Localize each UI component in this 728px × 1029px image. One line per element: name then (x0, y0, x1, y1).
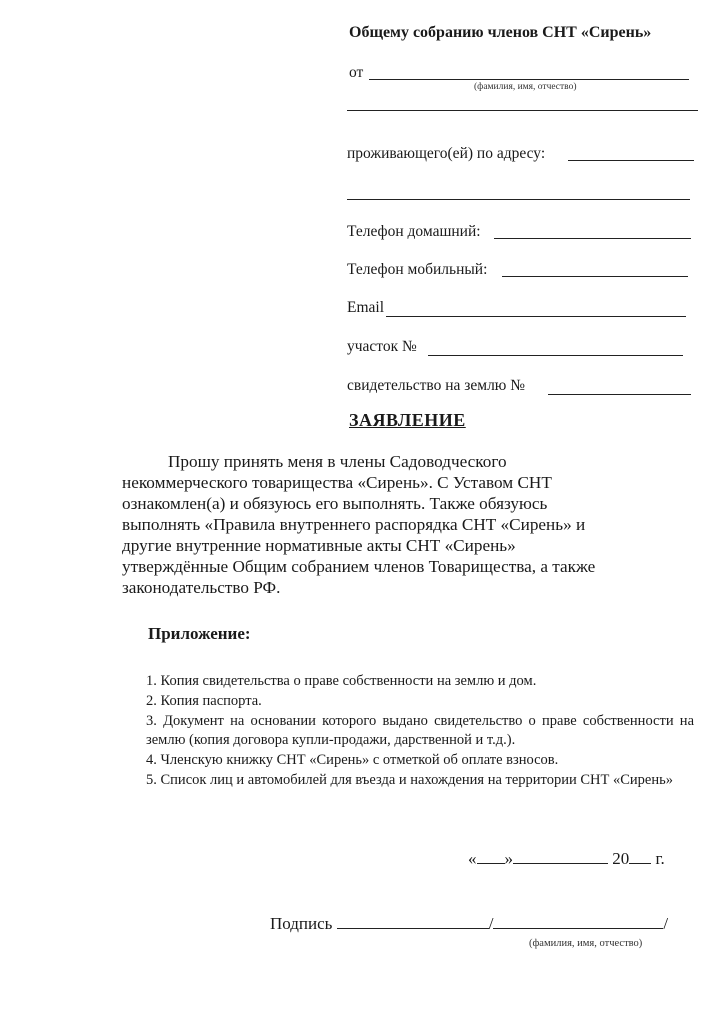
signature-name-field[interactable] (493, 928, 663, 929)
list-item: 2. Копия паспорта. (146, 693, 262, 709)
address-field-line-2[interactable] (347, 199, 690, 200)
list-item: 3. Документ на основании которого выдано свидетельство о праве собственности на землю (копия договора купли-продажи, дарственной и т.д.). (146, 713, 695, 748)
month-field[interactable] (513, 863, 608, 864)
list-item: 5. Список лиц и автомобилей для въезда и нахождения на территории СНТ «Сирень» (146, 772, 673, 788)
from-hint: (фамилия, имя, отчество) (474, 82, 577, 92)
certificate-label: свидетельство на землю № (347, 377, 526, 394)
address-label: проживающего(ей) по адресу: (347, 145, 546, 162)
plot-field-line[interactable] (428, 355, 683, 356)
statement-line: Прошу принять меня в члены Садоводческого (168, 452, 507, 471)
appendix-list (146, 672, 694, 791)
statement-line: другие внутренние нормативные акты СНТ «Сирень» (122, 536, 516, 555)
statement-line: выполнять «Правила внутреннего распорядка СНТ «Сирень» и (122, 515, 586, 534)
signature-field[interactable] (337, 928, 489, 929)
phone-home-field-line[interactable] (494, 238, 691, 239)
day-field[interactable] (477, 863, 505, 864)
from-label: от (349, 64, 364, 81)
statement-line: некоммерческого товарищества «Сирень». С Уставом СНТ (122, 473, 552, 492)
document-title: ЗАЯВЛЕНИЕ (349, 410, 466, 430)
date-line: « » 20 г. (468, 849, 665, 868)
list-item: 1. Копия свидетельства о праве собственности на землю и дом. (146, 673, 537, 689)
appendix-title: Приложение: (148, 624, 251, 643)
statement-line: законодательство РФ. (122, 578, 281, 597)
list-item: 4. Членскую книжку СНТ «Сирень» с отметкой об оплате взносов. (146, 752, 559, 768)
email-label: Email (347, 299, 385, 316)
recipient-heading: Общему собранию членов СНТ «Сирень» (349, 24, 652, 41)
phone-mobile-label: Телефон мобильный: (347, 261, 488, 278)
phone-home-label: Телефон домашний: (347, 223, 481, 240)
signature-line: Подпись / / (270, 914, 669, 933)
plot-label: участок № (347, 338, 417, 355)
from-field-line[interactable] (369, 79, 689, 80)
email-field-line[interactable] (386, 316, 686, 317)
certificate-field-line[interactable] (548, 394, 691, 395)
from-field-line-2[interactable] (347, 110, 698, 111)
signature-hint: (фамилия, имя, отчество) (529, 938, 643, 949)
address-field-line[interactable] (568, 160, 694, 161)
statement-paragraph (122, 451, 662, 598)
statement-line: ознакомлен(а) и обязуюсь его выполнять. Также обязуюсь (122, 494, 548, 513)
phone-mobile-field-line[interactable] (502, 276, 688, 277)
statement-line: утверждённые Общим собранием членов Товарищества, а также (122, 557, 596, 576)
year-field[interactable] (629, 863, 651, 864)
